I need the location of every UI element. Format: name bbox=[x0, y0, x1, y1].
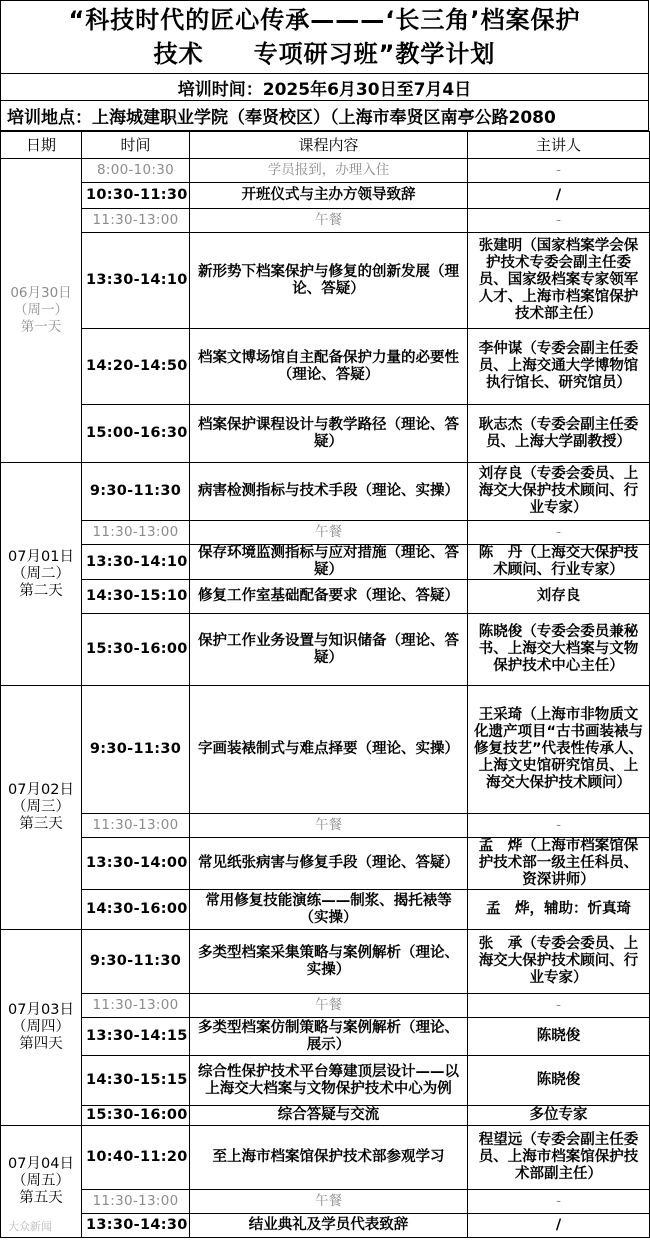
session-content: 保护工作业务设置与知识储备（理论、答疑） bbox=[190, 614, 468, 686]
day-date-line: 07月02日 bbox=[8, 782, 74, 798]
session-time: 15:30-16:00 bbox=[82, 614, 190, 686]
title-line-2: 技术 专项研习班”教学计划 bbox=[153, 40, 496, 68]
session-time: 13:30-14:10 bbox=[82, 545, 190, 580]
day-date-line: （周二） bbox=[12, 565, 70, 582]
session-time: 14:20-14:50 bbox=[82, 329, 190, 405]
title-line-1: “科技时代的匠心传承———‘长三角’档案保护 bbox=[68, 6, 581, 34]
header-speaker: 主讲人 bbox=[468, 132, 650, 159]
session-speaker: 陈 丹（上海交大保护技术顾问、行业专家） bbox=[468, 545, 650, 580]
day-date-line: 第四天 bbox=[19, 1036, 63, 1052]
session-content: 综合答疑与交流 bbox=[190, 1106, 468, 1126]
day-date-line: 第三天 bbox=[19, 816, 63, 832]
day-date-line: （周四） bbox=[12, 1019, 70, 1035]
day-date-cell bbox=[1, 159, 82, 463]
session-time: 9:30-11:30 bbox=[82, 686, 190, 814]
table-row bbox=[1, 1106, 650, 1126]
session-time: 14:30-15:10 bbox=[82, 580, 190, 614]
session-content: 新形势下档案保护与修复的创新发展（理论、答疑） bbox=[190, 233, 468, 329]
day-date-line: 第一天 bbox=[20, 319, 62, 335]
day-date-line: 07月01日 bbox=[8, 548, 74, 565]
session-speaker: 陈晓俊 bbox=[468, 1056, 650, 1106]
header-time: 时间 bbox=[82, 132, 190, 159]
session-time: 13:30-14:15 bbox=[82, 1018, 190, 1056]
day-date-line: 第五天 bbox=[19, 1190, 63, 1206]
session-speaker: - bbox=[468, 159, 650, 183]
training-place: 培训地点：上海城建职业学院（奉贤校区）（上海市奉贤区南亭公路2080 bbox=[0, 101, 649, 131]
session-content: 字画装裱制式与难点择要（理论、实操） bbox=[190, 686, 468, 814]
session-content: 午餐 bbox=[190, 521, 468, 545]
schedule-body bbox=[1, 159, 650, 1238]
table-row bbox=[1, 209, 650, 233]
table-row bbox=[1, 1018, 650, 1056]
watermark: 大众新闻 bbox=[8, 1220, 52, 1233]
session-speaker: - bbox=[468, 994, 650, 1018]
table-row bbox=[1, 1190, 650, 1214]
session-content: 常见纸张病害与修复手段（理论、答疑） bbox=[190, 838, 468, 890]
session-speaker: 刘存良（专委会委员、上海交大保护技术顾问、行业专家） bbox=[468, 463, 650, 521]
day-date-cell bbox=[1, 463, 82, 686]
session-content: 综合性保护技术平台筹建顶层设计——以上海交大档案与文物保护技术中心为例 bbox=[190, 1056, 468, 1106]
session-content: 午餐 bbox=[190, 1190, 468, 1214]
session-speaker: 李仲谋（专委会副主任委员、上海交通大学博物馆执行馆长、研究馆员） bbox=[468, 329, 650, 405]
session-speaker: / bbox=[468, 1214, 650, 1238]
session-speaker: 王采琦（上海市非物质文化遗产项目“古书画装裱与修复技艺”代表性传承人、上海文史馆研究馆员、上海交大保护技术顾问） bbox=[468, 686, 650, 814]
session-content: 开班仪式与主办方领导致辞 bbox=[190, 183, 468, 209]
session-time: 14:30-16:00 bbox=[82, 890, 190, 930]
session-speaker: - bbox=[468, 209, 650, 233]
session-speaker: 张建明（国家档案学会保护技术专委会副主任委员、国家级档案专家领军人才、上海市档案馆保护技术部主任） bbox=[468, 233, 650, 329]
table-row bbox=[1, 614, 650, 686]
session-speaker: 张 承（专委会委员、上海交大保护技术顾问、行业专家） bbox=[468, 930, 650, 994]
session-time: 11:30-13:00 bbox=[82, 1190, 190, 1214]
session-content: 档案文博场馆自主配备保护力量的必要性（理论、答疑） bbox=[190, 329, 468, 405]
session-content: 午餐 bbox=[190, 994, 468, 1018]
session-time: 13:30-14:30 bbox=[82, 1214, 190, 1238]
table-row bbox=[1, 890, 650, 930]
session-content: 常用修复技能演练——制浆、揭托裱等（实操） bbox=[190, 890, 468, 930]
session-speaker: 陈晓俊 bbox=[468, 1018, 650, 1056]
training-time: 培训时间：2025年6月30日至7月4日 bbox=[0, 74, 649, 101]
table-row bbox=[1, 329, 650, 405]
table-row bbox=[1, 1056, 650, 1106]
session-speaker: 刘存良 bbox=[468, 580, 650, 614]
session-time: 14:30-15:15 bbox=[82, 1056, 190, 1106]
table-row bbox=[1, 183, 650, 209]
session-speaker: 耿志杰（专委会副主任委员、上海大学副教授） bbox=[468, 405, 650, 463]
session-time: 9:30-11:30 bbox=[82, 463, 190, 521]
header-date: 日期 bbox=[1, 132, 82, 159]
session-time: 11:30-13:00 bbox=[82, 209, 190, 233]
session-content: 档案保护课程设计与教学路径（理论、答疑） bbox=[190, 405, 468, 463]
table-row bbox=[1, 233, 650, 329]
session-time: 10:40-11:20 bbox=[82, 1126, 190, 1190]
session-time: 15:30-16:00 bbox=[82, 1106, 190, 1126]
session-speaker: - bbox=[468, 521, 650, 545]
session-content: 学员报到，办理入住 bbox=[190, 159, 468, 183]
session-time: 13:30-14:10 bbox=[82, 233, 190, 329]
table-row bbox=[1, 580, 650, 614]
day-date-cell bbox=[1, 930, 82, 1126]
table-row bbox=[1, 1126, 650, 1190]
session-content: 午餐 bbox=[190, 814, 468, 838]
table-row bbox=[1, 930, 650, 994]
table-row bbox=[1, 814, 650, 838]
session-time: 11:30-13:00 bbox=[82, 521, 190, 545]
document-title bbox=[0, 0, 649, 74]
day-date-line: （周一） bbox=[14, 302, 68, 318]
session-time: 8:00-10:30 bbox=[82, 159, 190, 183]
session-content: 午餐 bbox=[190, 209, 468, 233]
session-speaker: 孟 烨，辅助：忻真琦 bbox=[468, 890, 650, 930]
table-row bbox=[1, 405, 650, 463]
header-content: 课程内容 bbox=[190, 132, 468, 159]
table-row bbox=[1, 159, 650, 183]
table-header-row bbox=[1, 132, 650, 159]
table-row bbox=[1, 686, 650, 814]
session-time: 11:30-13:00 bbox=[82, 994, 190, 1018]
session-time: 10:30-11:30 bbox=[82, 183, 190, 209]
table-row bbox=[1, 1214, 650, 1238]
table-row bbox=[1, 545, 650, 580]
session-speaker: 程望远（专委会副主任委员、上海市档案馆保护技术部副主任） bbox=[468, 1126, 650, 1190]
session-speaker: - bbox=[468, 1190, 650, 1214]
session-speaker: 多位专家 bbox=[468, 1106, 650, 1126]
session-time: 15:00-16:30 bbox=[82, 405, 190, 463]
session-time: 11:30-13:00 bbox=[82, 814, 190, 838]
session-content: 多类型档案采集策略与案例解析（理论、实操） bbox=[190, 930, 468, 994]
session-speaker: - bbox=[468, 814, 650, 838]
session-content: 至上海市档案馆保护技术部参观学习 bbox=[190, 1126, 468, 1190]
session-content: 多类型档案仿制策略与案例解析（理论、展示） bbox=[190, 1018, 468, 1056]
day-date-line: 06月30日 bbox=[10, 285, 72, 301]
session-content: 修复工作室基础配备要求（理论、答疑） bbox=[190, 580, 468, 614]
session-content: 保存环境监测指标与应对措施（理论、答疑） bbox=[190, 545, 468, 580]
day-date-line: 07月03日 bbox=[8, 1002, 74, 1018]
day-date-cell bbox=[1, 686, 82, 930]
schedule-table bbox=[0, 131, 650, 1238]
day-date-line: （周三） bbox=[12, 799, 70, 815]
table-row bbox=[1, 521, 650, 545]
session-speaker: 陈晓俊（专委会委员兼秘书、上海交大档案与文物保护技术中心主任） bbox=[468, 614, 650, 686]
session-time: 13:30-14:00 bbox=[82, 838, 190, 890]
session-content: 病害检测指标与技术手段（理论、实操） bbox=[190, 463, 468, 521]
day-date-line: （周五） bbox=[12, 1173, 70, 1189]
table-row bbox=[1, 463, 650, 521]
session-time: 9:30-11:30 bbox=[82, 930, 190, 994]
session-content: 结业典礼及学员代表致辞 bbox=[190, 1214, 468, 1238]
day-date-line: 07月04日 bbox=[8, 1156, 74, 1172]
table-row bbox=[1, 994, 650, 1018]
session-speaker: / bbox=[468, 183, 650, 209]
session-speaker: 孟 烨（上海市档案馆保护技术部一级主任科员、资深讲师） bbox=[468, 838, 650, 890]
table-row bbox=[1, 838, 650, 890]
day-date-line: 第二天 bbox=[19, 582, 63, 599]
